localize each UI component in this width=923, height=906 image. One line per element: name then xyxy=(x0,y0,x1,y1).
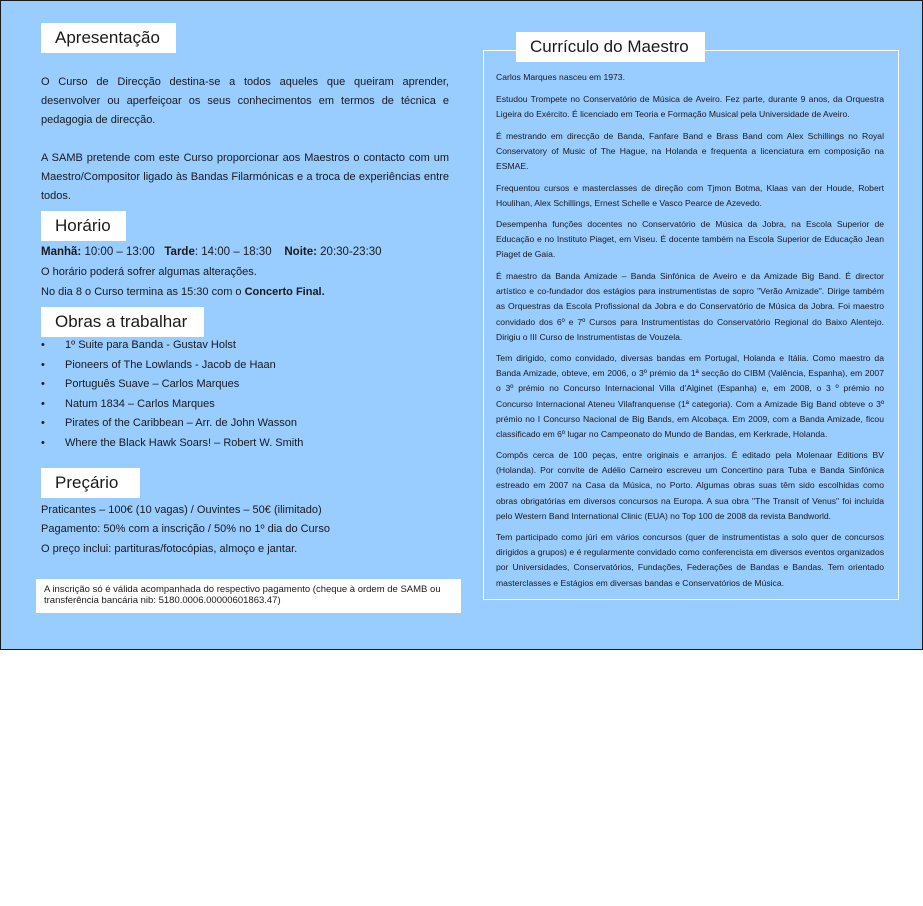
apresentacao-heading: Apresentação xyxy=(41,23,176,53)
manha-value: 10:00 – 13:00 xyxy=(81,246,155,258)
horario-final-text: No dia 8 o Curso termina as 15:30 com o xyxy=(41,286,245,298)
precario-heading: Preçário xyxy=(41,468,140,498)
curriculo-paragraph: Compôs cerca de 100 peças, entre originais e arranjos. É editado pela Molenaar Editions BV (Holanda). Por convite de Adélio Carneiro escreveu um Concertino para Tuba e Banda Sinfónica estreado em 2007 na Casa da Música, no Porto. Algumas obras suas têm sido escolhidas como obras obrigatórias em diversos concursos na Europa. A sua obra "The Transit of Venus" foi incluída pelo Western Band International Clinic (EUA) no Top 100 de 2008 da revista Bandworld. xyxy=(496,450,884,521)
curriculo-paragraph: É maestro da Banda Amizade – Banda Sinfónica de Aveiro e da Amizade Big Band. É director artístico e co-fundador dos estágios para instrumentistas de sopro "Verão Amizade". Dirige também as Orquestras da Escola Profissional da Jobra e do Conservatório de Música da Jobra. Foi maestro convidado dos 6º e 7º Cursos para Instrumentistas do Conservatório Regional do Baixo Alentejo. Dirigiu o III Curso de Instrumentistas de Vouzela. xyxy=(496,271,884,342)
manha-label: Manhã: xyxy=(41,246,82,258)
obras-list xyxy=(41,339,441,457)
curriculo-heading: Currículo do Maestro xyxy=(516,32,705,62)
obras-heading: Obras a trabalhar xyxy=(41,307,204,337)
noite-label: Noite: xyxy=(284,246,317,258)
curriculo-paragraph: Desempenha funções docentes no Conservatório de Música da Jobra, na Escola Superior de Educação e no Instituto Piaget, em Viseu. É docente também na Escola Superior de Educação Jean Piaget de Gaia. xyxy=(496,219,884,260)
curriculo-paragraph: Carlos Marques nasceu em 1973. xyxy=(496,72,625,82)
precario-line-3: O preço inclui: partituras/fotocópias, almoço e jantar. xyxy=(41,543,298,555)
curriculo-paragraph: Frequentou cursos e masterclasses de direção com Tjmon Botma, Klaas van der Houde, Robert Houlihan, Alex Schillings, Ernest Schelle e Vasco Pearce de Azevedo. xyxy=(496,183,884,209)
curriculo-paragraph: É mestrando em direcção de Banda, Fanfare Band e Brass Band com Alex Schillings no Royal Conservatory of Music of The Hague, na Holanda e frequenta a licenciatura em composição na ESMAE. xyxy=(496,131,884,172)
horario-schedule xyxy=(41,246,382,258)
list-item: • Where the Black Hawk Soars! – Robert W. Smith xyxy=(41,437,441,457)
precario-line-2: Pagamento: 50% com a inscrição / 50% no 1º dia do Curso xyxy=(41,523,330,535)
curriculo-paragraph: Estudou Trompete no Conservatório de Música de Aveiro. Fez parte, durante 9 anos, da Orquestra Ligeira do Exército. É licenciado em Teoria e Formação Musical pela Universidade de Aveiro. xyxy=(496,94,884,120)
list-item: • 1º Suite para Banda - Gustav Holst xyxy=(41,339,441,359)
horario-note: O horário poderá sofrer algumas alterações. xyxy=(41,266,257,278)
list-item: • Português Suave – Carlos Marques xyxy=(41,378,441,398)
list-item: • Pioneers of The Lowlands - Jacob de Haan xyxy=(41,359,441,379)
apresentacao-paragraph-2: A SAMB pretende com este Curso proporcionar aos Maestros o contacto com um Maestro/Compositor ligado às Bandas Filarmónicas e a troca de experiências entre todos. xyxy=(41,152,449,202)
horario-heading: Horário xyxy=(41,211,126,241)
noite-value: 20:30-23:30 xyxy=(316,246,382,258)
curriculo-paragraph: Tem participado como júri em vários concursos (quer de instrumentistas a solo quer de concursos dirigidos a grupos) e é regularmente convidado como conferencista em diversos eventos organizados por Universidades, Conservatórios, Fundações, Federações de Bandas e Bandas. Tem orientado masterclasses e Estágios em diversas bandas e Conservatórios de Música. xyxy=(496,532,884,588)
tarde-value: : 14:00 – 18:30 xyxy=(194,246,272,258)
horario-final xyxy=(41,286,325,298)
curriculo-paragraph: Tem dirigido, como convidado, diversas bandas em Portugal, Holanda e Itália. Como maestro da Banda Amizade, obteve, em 2006, o 3º prémio da 1ª secção do CIBM (Valência, Espanha), em 2007 o 3º prémio no Concurso Internacional Villa d'Alginet (Espanha) e, em 2008, o 3 º prémio no Concurso Internacional Ateneu Vilafranquense (1ª categoria). Com a Amizade Big Band obteve o 3º prémio no I Concurso Nacional de Big Bands, em Alcobaça. Em 2009, com a Banda Amizade, ficou classificado em 6º lugar no Campeonato do Mundo de Bandas, em Kerkrade, Holanda. xyxy=(496,353,884,440)
apresentacao-paragraph-1: O Curso de Direcção destina-se a todos aqueles que queiram aprender, desenvolver ou aperfeiçoar os seus conhecimentos em termos de técnica e pedagogia de direcção. xyxy=(41,76,449,126)
horario-final-bold: Concerto Final. xyxy=(244,286,325,298)
inscricao-note: A inscrição só é válida acompanhada do respectivo pagamento (cheque à ordem de SAMB ou transferência bancária nib: 5180.0006.00000601863.47) xyxy=(36,579,461,613)
precario-line-1: Praticantes – 100€ (10 vagas) / Ouvintes – 50€ (ilimitado) xyxy=(41,504,322,516)
tarde-label: Tarde xyxy=(164,246,195,258)
list-item: • Natum 1834 – Carlos Marques xyxy=(41,398,441,418)
list-item: • Pirates of the Caribbean – Arr. de John Wasson xyxy=(41,417,441,437)
